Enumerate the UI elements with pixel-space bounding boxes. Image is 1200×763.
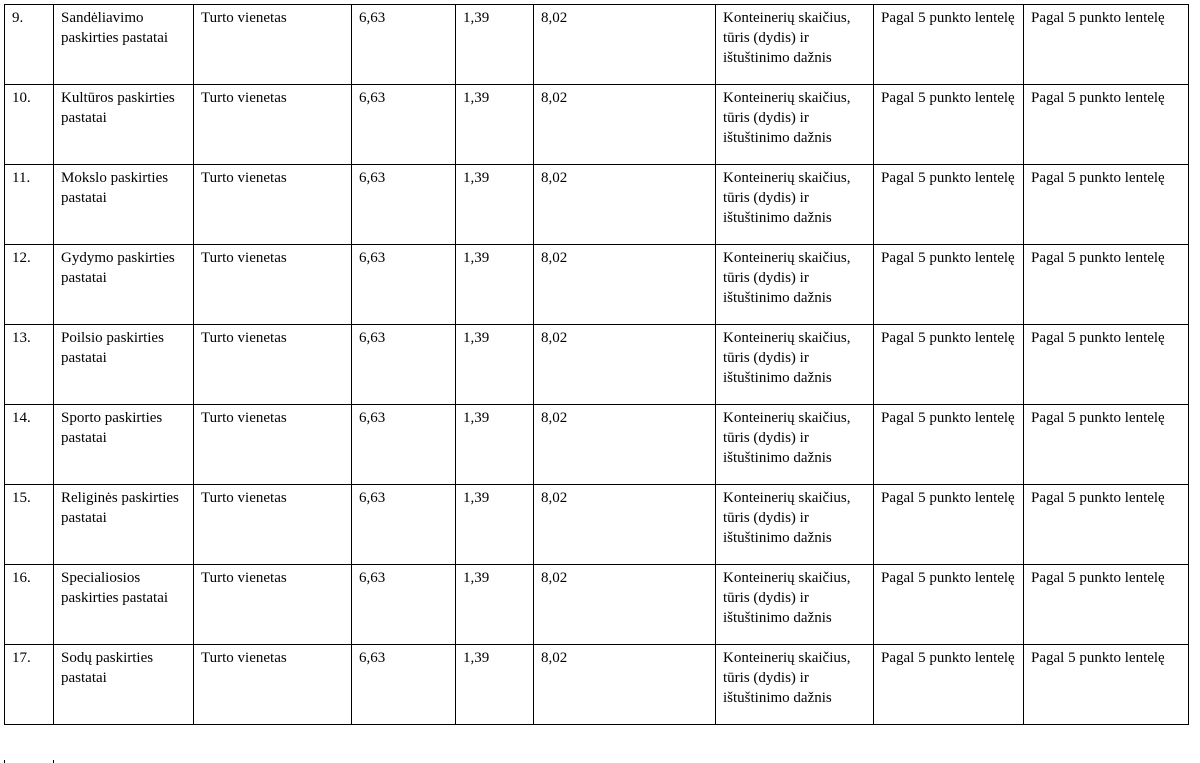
value-1-cell: 6,63 [352, 85, 456, 165]
reference-2-cell: Pagal 5 punkto lentelę [1024, 485, 1189, 565]
reference-2-cell: Pagal 5 punkto lentelę [1024, 5, 1189, 85]
value-2-cell: 1,39 [456, 325, 534, 405]
value-2-cell: 1,39 [456, 485, 534, 565]
reference-1-cell: Pagal 5 punkto lentelę [874, 165, 1024, 245]
building-purpose: Mokslo paskirties pastatai [54, 165, 194, 245]
value-1-cell: 6,63 [352, 5, 456, 85]
value-2-cell: 1,39 [456, 5, 534, 85]
table-row [5, 325, 1189, 405]
basis-cell: Konteinerių skaičius, tūris (dydis) ir ištuštinimo dažnis [716, 165, 874, 245]
unit-cell: Turto vienetas [194, 645, 352, 725]
reference-1-cell: Pagal 5 punkto lentelę [874, 325, 1024, 405]
basis-cell: Konteinerių skaičius, tūris (dydis) ir ištuštinimo dažnis [716, 245, 874, 325]
value-2-cell: 1,39 [456, 405, 534, 485]
reference-2-cell: Pagal 5 punkto lentelę [1024, 85, 1189, 165]
value-2-cell: 1,39 [456, 85, 534, 165]
building-purpose: Poilsio paskirties pastatai [54, 325, 194, 405]
unit-cell: Turto vienetas [194, 5, 352, 85]
table-row [5, 245, 1189, 325]
reference-2-cell: Pagal 5 punkto lentelę [1024, 325, 1189, 405]
building-purpose: Sandėliavimo paskirties pastatai [54, 5, 194, 85]
building-purpose: Religinės paskirties pastatai [54, 485, 194, 565]
table-row [5, 485, 1189, 565]
building-purpose: Kultūros paskirties pastatai [54, 85, 194, 165]
reference-1-cell: Pagal 5 punkto lentelę [874, 645, 1024, 725]
reference-1-cell: Pagal 5 punkto lentelę [874, 485, 1024, 565]
value-1-cell: 6,63 [352, 565, 456, 645]
row-number: 11. [5, 165, 54, 245]
reference-1-cell: Pagal 5 punkto lentelę [874, 405, 1024, 485]
tariff-table [4, 4, 1189, 725]
row-number: 16. [5, 565, 54, 645]
value-3-cell: 8,02 [534, 485, 716, 565]
unit-cell: Turto vienetas [194, 405, 352, 485]
reference-2-cell: Pagal 5 punkto lentelę [1024, 645, 1189, 725]
basis-cell: Konteinerių skaičius, tūris (dydis) ir ištuštinimo dažnis [716, 5, 874, 85]
value-3-cell: 8,02 [534, 165, 716, 245]
value-1-cell: 6,63 [352, 485, 456, 565]
reference-2-cell: Pagal 5 punkto lentelę [1024, 405, 1189, 485]
unit-cell: Turto vienetas [194, 325, 352, 405]
building-purpose: Sodų paskirties pastatai [54, 645, 194, 725]
basis-cell: Konteinerių skaičius, tūris (dydis) ir ištuštinimo dažnis [716, 85, 874, 165]
unit-cell: Turto vienetas [194, 165, 352, 245]
value-3-cell: 8,02 [534, 645, 716, 725]
row-number: 14. [5, 405, 54, 485]
table-row [5, 405, 1189, 485]
table-row [5, 165, 1189, 245]
basis-cell: Konteinerių skaičius, tūris (dydis) ir ištuštinimo dažnis [716, 565, 874, 645]
table-body [5, 5, 1189, 725]
value-3-cell: 8,02 [534, 565, 716, 645]
building-purpose: Sporto paskirties pastatai [54, 405, 194, 485]
reference-2-cell: Pagal 5 punkto lentelę [1024, 245, 1189, 325]
row-number: 10. [5, 85, 54, 165]
building-purpose: Specialiosios paskirties pastatai [54, 565, 194, 645]
value-2-cell: 1,39 [456, 645, 534, 725]
row-number: 13. [5, 325, 54, 405]
reference-1-cell: Pagal 5 punkto lentelę [874, 565, 1024, 645]
unit-cell: Turto vienetas [194, 485, 352, 565]
row-number: 17. [5, 645, 54, 725]
value-1-cell: 6,63 [352, 405, 456, 485]
row-number: 15. [5, 485, 54, 565]
basis-cell: Konteinerių skaičius, tūris (dydis) ir ištuštinimo dažnis [716, 405, 874, 485]
reference-1-cell: Pagal 5 punkto lentelę [874, 245, 1024, 325]
row-number: 12. [5, 245, 54, 325]
value-1-cell: 6,63 [352, 165, 456, 245]
row-number: 9. [5, 5, 54, 85]
table-row [5, 5, 1189, 85]
reference-1-cell: Pagal 5 punkto lentelę [874, 85, 1024, 165]
value-3-cell: 8,02 [534, 245, 716, 325]
reference-2-cell: Pagal 5 punkto lentelę [1024, 565, 1189, 645]
value-3-cell: 8,02 [534, 405, 716, 485]
unit-cell: Turto vienetas [194, 245, 352, 325]
value-3-cell: 8,02 [534, 5, 716, 85]
value-1-cell: 6,63 [352, 245, 456, 325]
basis-cell: Konteinerių skaičius, tūris (dydis) ir ištuštinimo dažnis [716, 485, 874, 565]
value-1-cell: 6,63 [352, 325, 456, 405]
basis-cell: Konteinerių skaičius, tūris (dydis) ir ištuštinimo dažnis [716, 645, 874, 725]
value-3-cell: 8,02 [534, 85, 716, 165]
table-row [5, 565, 1189, 645]
value-3-cell: 8,02 [534, 325, 716, 405]
value-1-cell: 6,63 [352, 645, 456, 725]
unit-cell: Turto vienetas [194, 565, 352, 645]
reference-2-cell: Pagal 5 punkto lentelę [1024, 165, 1189, 245]
value-2-cell: 1,39 [456, 165, 534, 245]
value-2-cell: 1,39 [456, 565, 534, 645]
table-row [5, 85, 1189, 165]
value-2-cell: 1,39 [456, 245, 534, 325]
table-row [5, 645, 1189, 725]
reference-1-cell: Pagal 5 punkto lentelę [874, 5, 1024, 85]
building-purpose: Gydymo paskirties pastatai [54, 245, 194, 325]
unit-cell: Turto vienetas [194, 85, 352, 165]
basis-cell: Konteinerių skaičius, tūris (dydis) ir ištuštinimo dažnis [716, 325, 874, 405]
